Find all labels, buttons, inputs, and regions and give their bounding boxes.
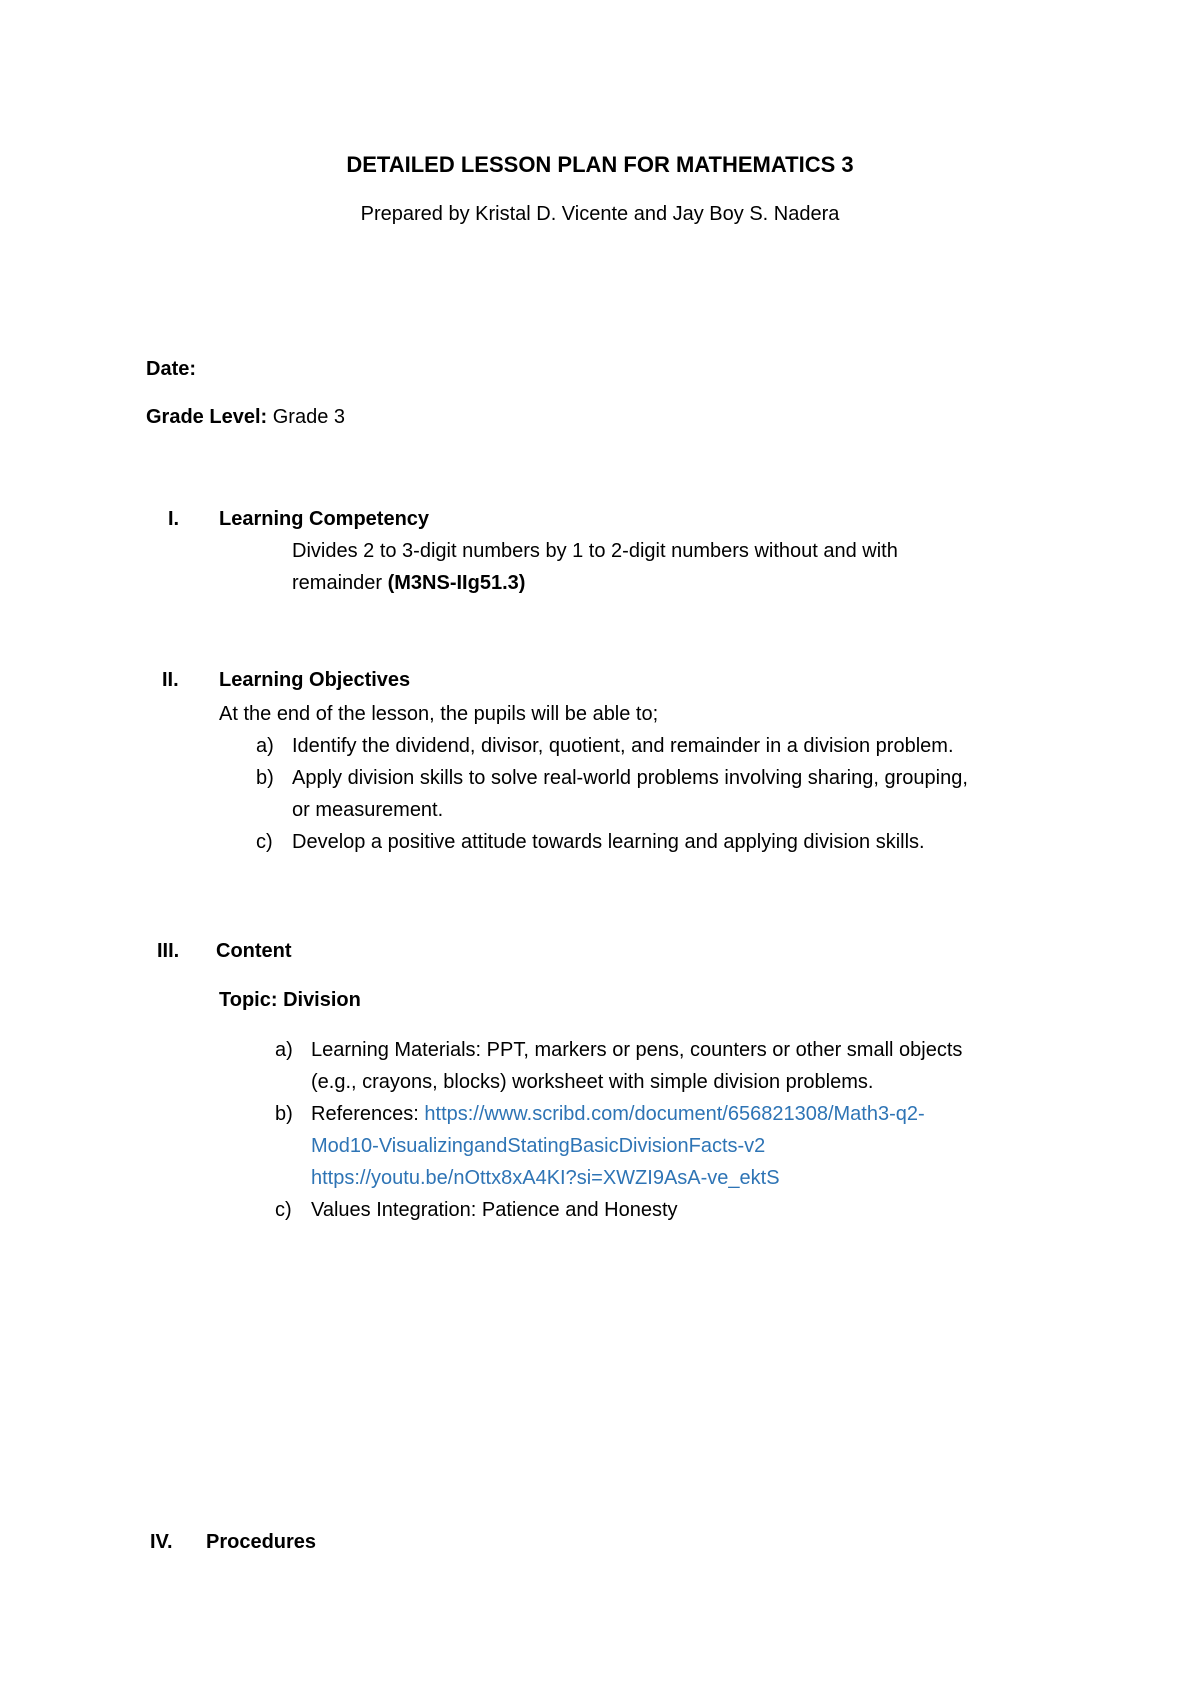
prepared-by: Prepared by Kristal D. Vicente and Jay Boy S. Nadera: [360, 203, 840, 225]
objective-a-text: Identify the dividend, divisor, quotient, and remainder in a division problem.: [292, 735, 954, 757]
date-label: Date:: [146, 358, 197, 380]
scribd-link[interactable]: https://www.scribd.com/document/656821308/Math3-q2-: [424, 1103, 925, 1125]
topic: Topic: Division: [219, 989, 361, 1011]
section-3-heading: Content: [216, 940, 292, 962]
objective-a-marker: a): [256, 735, 274, 757]
page-title: DETAILED LESSON PLAN FOR MATHEMATICS 3: [346, 152, 854, 177]
content-c-marker: c): [275, 1199, 292, 1221]
objectives-intro: At the end of the lesson, the pupils will be able to;: [219, 703, 659, 725]
content-b-marker: b): [275, 1103, 293, 1125]
materials-line-2: (e.g., crayons, blocks) worksheet with simple division problems.: [311, 1071, 874, 1093]
objective-c-marker: c): [256, 831, 273, 853]
section-4-heading: Procedures: [206, 1531, 317, 1553]
grade-level-value: Grade 3: [272, 406, 345, 428]
competency-line-2: [292, 572, 525, 595]
section-4-numeral: IV.: [150, 1531, 173, 1553]
objective-c-text: Develop a positive attitude towards learning and applying division skills.: [292, 831, 925, 853]
references-label: References:: [311, 1103, 425, 1125]
materials-line-1: Learning Materials: PPT, markers or pens, counters or other small objects: [311, 1039, 963, 1061]
section-2-heading: Learning Objectives: [219, 669, 411, 691]
section-1-heading: Learning Competency: [219, 508, 430, 530]
section-3-numeral: III.: [157, 940, 180, 962]
competency-code: (M3NS-IIg51.3): [387, 572, 526, 594]
references-line-1: [311, 1103, 925, 1126]
objective-b-text-cont: or measurement.: [292, 799, 444, 821]
section-2-numeral: II.: [162, 669, 179, 691]
objective-b-marker: b): [256, 767, 274, 789]
values-integration: Values Integration: Patience and Honesty: [311, 1199, 678, 1221]
grade-level: [146, 406, 345, 429]
section-1-numeral: I.: [168, 508, 180, 530]
competency-text: remainder: [292, 572, 388, 594]
content-a-marker: a): [275, 1039, 293, 1061]
youtube-link[interactable]: https://youtu.be/nOttx8xA4KI?si=XWZI9AsA-ve_ektS: [311, 1167, 780, 1189]
scribd-link-cont[interactable]: Mod10-VisualizingandStatingBasicDivisionFacts-v2: [311, 1135, 766, 1157]
grade-level-label: Grade Level:: [146, 406, 268, 428]
competency-line-1: Divides 2 to 3-digit numbers by 1 to 2-digit numbers without and with: [292, 540, 898, 562]
objective-b-text: Apply division skills to solve real-world problems involving sharing, grouping,: [292, 767, 968, 789]
